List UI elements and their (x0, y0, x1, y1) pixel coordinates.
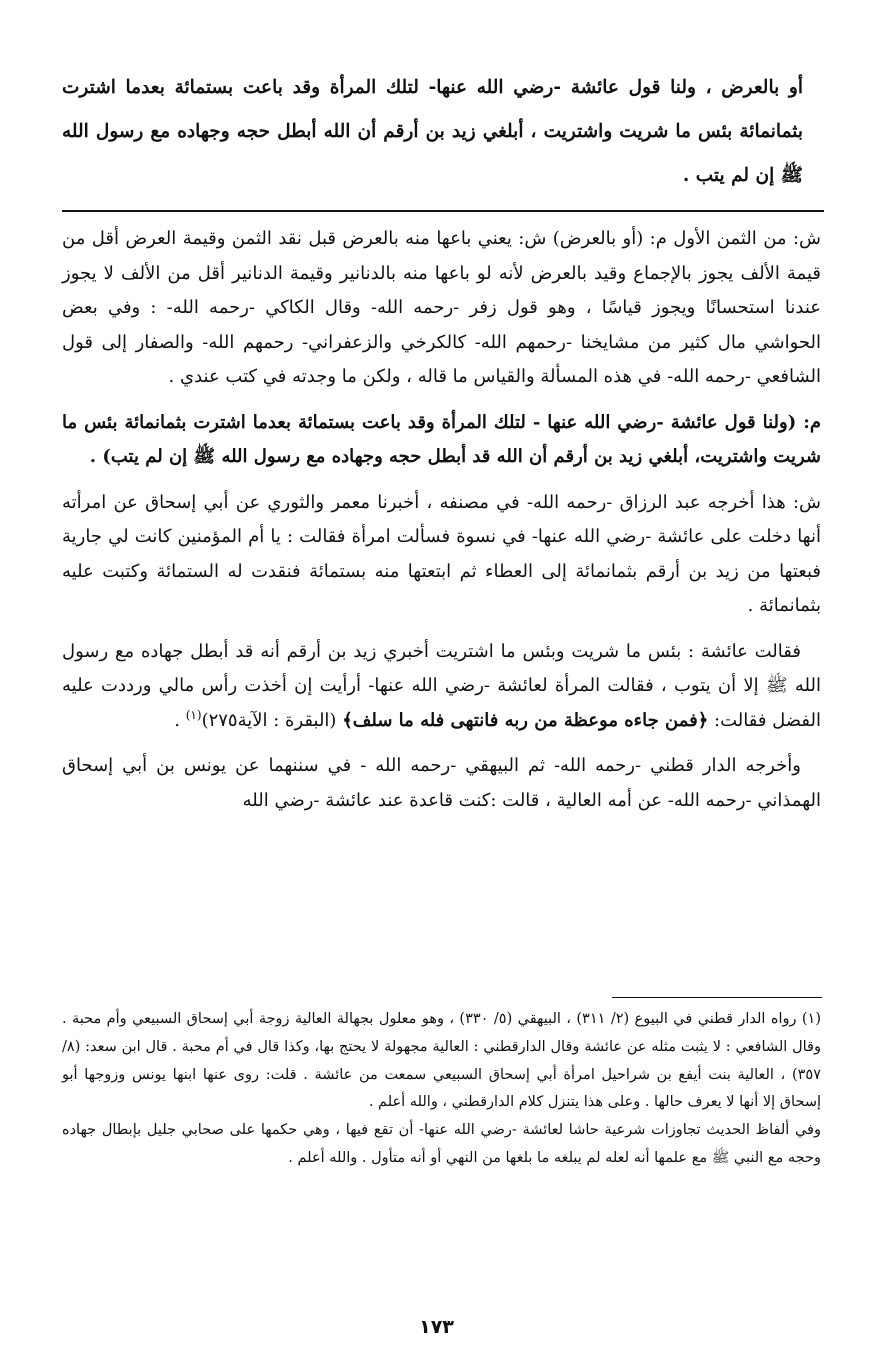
page-number: ١٧٣ (419, 1316, 454, 1338)
footnote-1: (١) رواه الدار قطني في البيوع (٢/ ٣١١) ، البيهقي (٥/ ٣٣٠) ، وهو معلول بجهالة العالية زوجة أبي إسحاق السبيعي وأم محبة . وقال الشافعي : لا يثبت مثله عن عائشة وقال الدارقطني : العالية مجهولة لا يحتج بها، وكذا قال في أم محبة . قال ابن سعد: (٨/ ٣٥٧) ، العالية بنت أيفع بن شراحيل امرأة أبي إسحاق السبيعي سمعت من عائشة . قلت: روى عنها ابنها يونس وزوجها أبو إسحاق إلا أنها لا يعرف حالها . وعلى هذا يتنزل كلام الدارقطني ، والله أعلم . (62, 1011, 821, 1111)
commentary-paragraph-4 (62, 635, 821, 739)
commentary-paragraph-1: ش: من الثمن الأول م: (أو بالعرض) ش: يعني باعها منه بالعرض قبل نقد الثمن وقيمة العرض أقل من قيمة الألف يجوز بالإجماع وقيد بالعرض لأنه لو باعها منه بالدنانير وقيمة الدنانير أقل من الألف لا يجوز عندنا استحسانًا ويجوز قياسًا ، وهو قول زفر -رحمه الله- وقال الكاكي -رحمه الله- : وفي بعض الحواشي مال كثير من مشايخنا -رحمهم الله- كالكرخي والزعفراني- رحمهم الله- والصفار إلى قول الشافعي -رحمه الله- في هذه المسألة والقياس ما قاله ، ولكن ما وجدته في كتب عندي . (62, 228, 821, 387)
main-text-paragraph: أو بالعرض ، ولنا قول عائشة -رضي الله عنها- لتلك المرأة وقد باعت بستمائة بعدما اشترت بثمانمائة بئس ما شريت واشتريت ، أبلغي زيد بن أرقم أن الله أبطل حجه وجهاده مع رسول الله ﷺ إن لم يتب . (62, 77, 803, 186)
quran-reference: (البقرة : الآية٢٧٥) (201, 709, 337, 731)
footnote-marker[interactable]: (١) (185, 707, 202, 722)
paragraph-4-end: . (174, 709, 180, 731)
footnotes (62, 1006, 821, 1173)
main-text (62, 66, 803, 198)
quran-verse: ﴿فمن جاءه موعظة من ربه فانتهى فله ما سلف﴾ (342, 709, 709, 731)
footnote-2: وفي ألفاظ الحديث تجاوزات شرعية حاشا لعائشة -رضي الله عنها- أن تقع فيها ، وهي حكمها على صحابي جليل بإبطال جهاده وحجه مع النبي ﷺ مع علمها أنه لعله لم يبلغه ما بلغها من النهي أو أنه متأول . والله أعلم . (62, 1122, 821, 1166)
commentary-paragraph-5: وأخرجه الدار قطني -رحمه الله- ثم البيهقي -رحمه الله - في سننهما عن يونس بن أبي إسحاق الهمذاني -رحمه الله- عن أمه العالية ، قالت :كنت قاعدة عند عائشة -رضي الله (62, 755, 821, 811)
commentary (62, 222, 821, 829)
separator-rule (62, 210, 824, 212)
paragraph-4-text: فقالت عائشة : بئس ما شريت وبئس ما اشتريت أخبري زيد بن أرقم أنه قد أبطل جهاده مع رسول الله ﷺ إلا أن يتوب ، فقالت المرأة لعائشة -رضي الله عنها- أرأيت إن أخذت رأس مالي ورددت عليه الفضل فقالت: (62, 640, 821, 731)
commentary-paragraph-3: ش: هذا أخرجه عبد الرزاق -رحمه الله- في مصنفه ، أخبرنا معمر والثوري عن أبي إسحاق عن امرأته أنها دخلت على عائشة -رضي الله عنها- في نسوة فسألت امرأة فقالت : يا أم المؤمنين كانت لي جارية فبعتها من زيد بن أرقم بثمانمائة إلى العطاء ثم ابتعتها منه بستمائة فنقدت له الستمائة وكتبت عليه بثمانمائة . (62, 491, 821, 616)
footnote-separator (612, 997, 822, 998)
commentary-paragraph-2: م: (ولنا قول عائشة -رضي الله عنها - لتلك المرأة وقد باعت بستمائة بعدما اشترت بثمانمائة بئس ما شريت واشتريت، أبلغي زيد بن أرقم أن الله قد أبطل حجه وجهاده مع رسول الله ﷺ إن لم يتب) . (62, 411, 821, 467)
